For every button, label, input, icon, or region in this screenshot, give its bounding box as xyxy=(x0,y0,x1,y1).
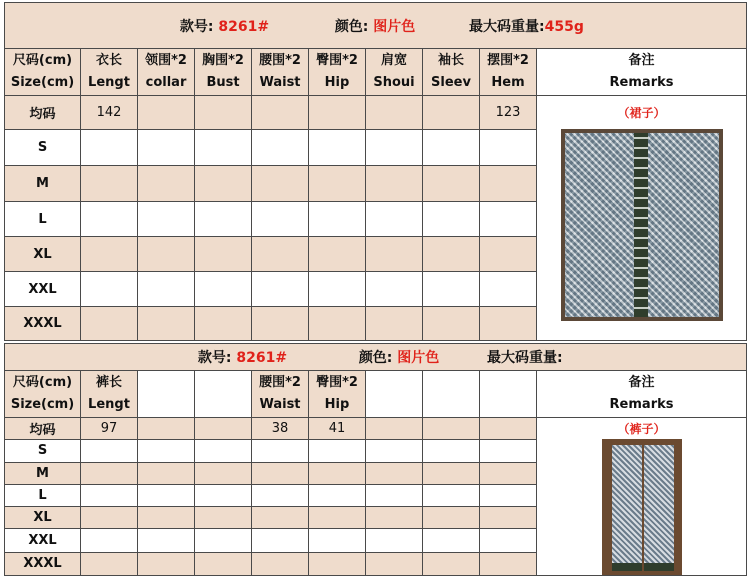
size-cell: S xyxy=(5,130,81,166)
header-collar: 领围*2 collar xyxy=(138,49,195,96)
weight-label: 最大码重量: xyxy=(469,18,545,35)
size-cell: S xyxy=(5,440,81,462)
size-cell: XXL xyxy=(5,272,81,307)
size-cell: XXL xyxy=(5,529,81,552)
skirt-photo xyxy=(561,129,723,321)
value-cell xyxy=(423,96,480,130)
weight-value: 455g xyxy=(544,18,584,35)
header-bust: 胸围*2 Bust xyxy=(195,49,252,96)
value-cell: 123 xyxy=(480,96,537,130)
header-empty xyxy=(138,371,195,418)
header-shoulder: 肩宽 Shoui xyxy=(366,49,423,96)
value-cell: 142 xyxy=(81,96,138,130)
header-sleeve: 袖长 Sleev xyxy=(423,49,480,96)
remarks-cell xyxy=(537,418,747,576)
size-chart-skirt xyxy=(4,2,746,341)
value-cell xyxy=(195,96,252,130)
header-length: 裤长 Lengt xyxy=(81,371,138,418)
size-cell: XXXL xyxy=(5,307,81,341)
header-empty xyxy=(480,371,537,418)
size-chart-pants xyxy=(4,343,746,576)
remarks-cell xyxy=(537,96,747,341)
color-label: 颜色: xyxy=(358,350,393,366)
style-label: 款号: xyxy=(197,350,232,366)
header-waist: 腰围*2 Waist xyxy=(252,371,309,418)
value-cell xyxy=(309,96,366,130)
value-cell: 38 xyxy=(252,418,309,440)
style-label: 款号: xyxy=(179,18,214,35)
remark-note: （裙子） xyxy=(617,106,666,120)
size-cell: M xyxy=(5,462,81,484)
title-cell xyxy=(5,344,747,371)
header-hem: 摆围*2 Hem xyxy=(480,49,537,96)
header-length: 衣长 Lengt xyxy=(81,49,138,96)
header-hip: 臀围*2 Hip xyxy=(309,49,366,96)
header-waist: 腰围*2 Waist xyxy=(252,49,309,96)
table-row xyxy=(5,96,747,130)
value-cell: 41 xyxy=(309,418,366,440)
size-cell: L xyxy=(5,484,81,506)
title-cell xyxy=(5,3,747,49)
header-empty xyxy=(195,371,252,418)
size-cell: 均码 xyxy=(5,418,81,440)
header-size: 尺码(cm) Size(cm) xyxy=(5,49,81,96)
color-value: 图片色 xyxy=(397,350,440,366)
header-size: 尺码(cm) Size(cm) xyxy=(5,371,81,418)
weight-label: 最大码重量: xyxy=(487,350,563,366)
header-row xyxy=(5,49,747,96)
color-value: 图片色 xyxy=(373,18,416,35)
size-cell: XXXL xyxy=(5,552,81,575)
remark-note: （裤子） xyxy=(617,422,666,436)
size-cell: 均码 xyxy=(5,96,81,130)
pants-photo xyxy=(602,439,682,575)
table-row xyxy=(5,418,747,440)
title-row xyxy=(5,344,747,371)
style-number: 8261# xyxy=(236,350,288,366)
style-number: 8261# xyxy=(218,18,270,35)
header-hip: 臀围*2 Hip xyxy=(309,371,366,418)
value-cell: 97 xyxy=(81,418,138,440)
value-cell xyxy=(138,96,195,130)
header-remarks: 备注 Remarks xyxy=(537,49,747,96)
color-label: 颜色: xyxy=(334,18,369,35)
value-cell xyxy=(366,96,423,130)
size-cell: L xyxy=(5,202,81,237)
header-row xyxy=(5,371,747,418)
size-cell: XL xyxy=(5,507,81,529)
header-empty xyxy=(366,371,423,418)
value-cell xyxy=(252,96,309,130)
header-empty xyxy=(423,371,480,418)
header-remarks: 备注 Remarks xyxy=(537,371,747,418)
title-row xyxy=(5,3,747,49)
size-cell: M xyxy=(5,166,81,202)
size-cell: XL xyxy=(5,237,81,272)
